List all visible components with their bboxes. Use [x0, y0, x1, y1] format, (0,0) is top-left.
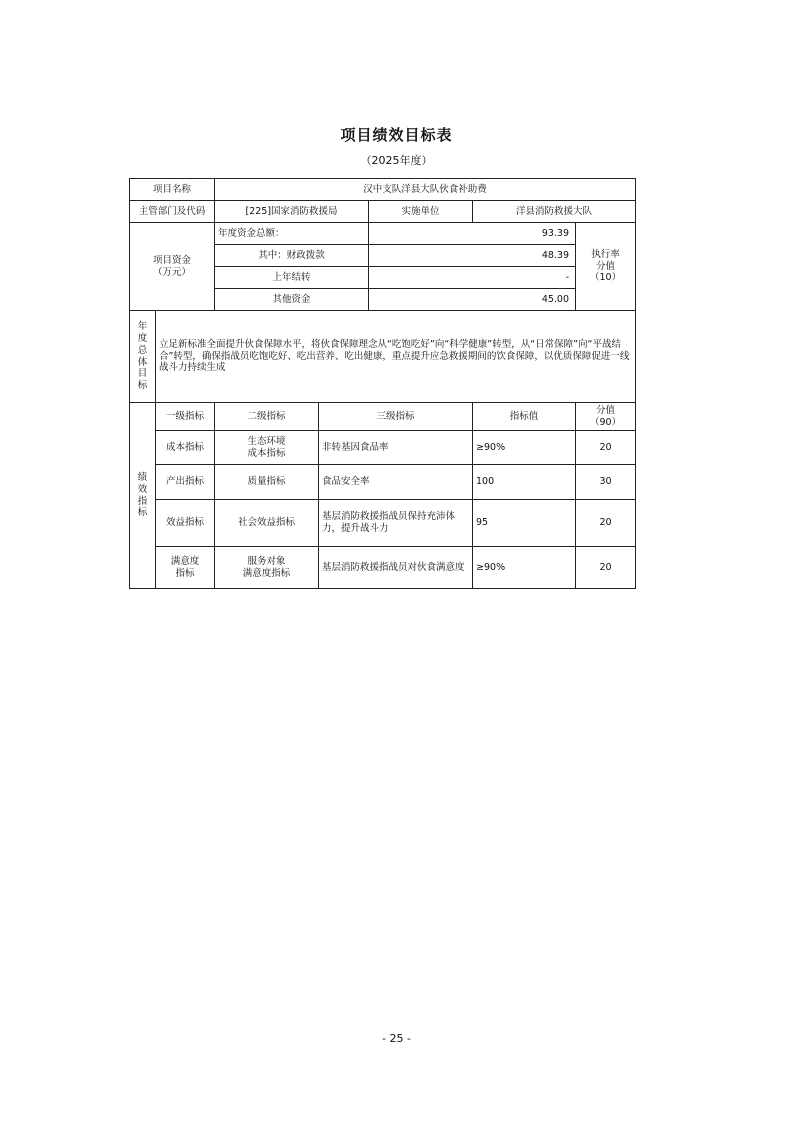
- execution-rate-line1: 执行率: [591, 248, 620, 260]
- annual-goal-label: [130, 311, 156, 403]
- level2-line2: 成本指标: [247, 447, 286, 459]
- header-score-line2: （90）: [589, 416, 622, 428]
- funds-label-line1: 项目资金: [153, 254, 192, 266]
- indicator-value: 95: [473, 500, 576, 547]
- indicator-score: 20: [576, 431, 636, 465]
- performance-char: 标: [137, 507, 148, 519]
- funds-label-line2: （万元）: [153, 266, 192, 278]
- annual-goal-char: 年: [137, 320, 148, 332]
- header-score: [576, 403, 636, 431]
- indicator-value: ≥90%: [473, 547, 576, 589]
- row-department: [130, 201, 636, 223]
- execution-rate-line3: （10）: [589, 272, 622, 284]
- performance-char: 指: [137, 495, 148, 507]
- funds-other-label: 其他资金: [215, 289, 369, 311]
- department-label: 主管部门及代码: [130, 201, 215, 223]
- row-performance-header: [130, 403, 636, 431]
- page-number: - 25 -: [382, 1032, 411, 1045]
- level1-indicator: 效益指标: [156, 500, 215, 547]
- project-name-label: 项目名称: [130, 179, 215, 201]
- level1-line2: 指标: [175, 567, 195, 579]
- annual-goal-char: 标: [137, 380, 148, 392]
- table-row: [130, 431, 636, 465]
- level1-line1: 满意度: [170, 555, 200, 567]
- level2-line1: 服务对象: [247, 555, 286, 567]
- table-row: [130, 465, 636, 500]
- funds-fiscal-label: 其中：财政拨款: [215, 245, 369, 267]
- row-funds-total: [130, 223, 636, 245]
- funds-fiscal-value: 48.39: [369, 245, 576, 267]
- row-annual-goal: [130, 311, 636, 403]
- table-row: [130, 500, 636, 547]
- level3-indicator: 食品安全率: [319, 465, 473, 500]
- level1-indicator: 成本指标: [156, 431, 215, 465]
- level2-line2: 满意度指标: [242, 567, 291, 579]
- page-subtitle: （2025年度）: [360, 154, 433, 167]
- performance-indicators-label: [130, 403, 156, 589]
- level1-indicator: [156, 547, 215, 589]
- header-level3: 三级指标: [319, 403, 473, 431]
- performance-goal-table: [129, 178, 636, 589]
- level2-indicator: 质量指标: [215, 465, 319, 500]
- level2-indicator: 社会效益指标: [215, 500, 319, 547]
- indicator-score: 30: [576, 465, 636, 500]
- funds-total-label: 年度资金总额：: [215, 223, 369, 245]
- indicator-value: ≥90%: [473, 431, 576, 465]
- annual-goal-char: 度: [137, 332, 148, 344]
- department-value: [225]国家消防救援局: [215, 201, 369, 223]
- funds-carryover-value: -: [369, 267, 576, 289]
- row-project-name: [130, 179, 636, 201]
- funds-total-value: 93.39: [369, 223, 576, 245]
- implementing-unit-label: 实施单位: [369, 201, 473, 223]
- header-indicator-value: 指标值: [473, 403, 576, 431]
- annual-goal-text: 立足新标准全面提升伙食保障水平，将伙食保障理念从“吃饱吃好”向“科学健康”转型，从“日常保障”向“平战结合”转型，确保指战员吃饱吃好、吃出营养、吃出健康，重点提升应急救援期间的饮食保障，以优质保障促进一线战斗力持续生成: [156, 311, 636, 403]
- header-level1: 一级指标: [156, 403, 215, 431]
- project-name-value: 汉中支队洋县大队伙食补助费: [215, 179, 636, 201]
- annual-goal-char: 体: [137, 356, 148, 368]
- level2-line1: 生态环境: [247, 435, 286, 447]
- execution-rate-score: [576, 223, 636, 311]
- funds-carryover-label: 上年结转: [215, 267, 369, 289]
- level2-indicator: [215, 547, 319, 589]
- level3-indicator: 基层消防救援指战员对伙食满意度: [319, 547, 473, 589]
- indicator-score: 20: [576, 547, 636, 589]
- header-score-line1: 分值: [596, 404, 616, 416]
- header-level2: 二级指标: [215, 403, 319, 431]
- indicator-score: 20: [576, 500, 636, 547]
- execution-rate-line2: 分值: [596, 260, 616, 272]
- implementing-unit-value: 洋县消防救援大队: [473, 201, 636, 223]
- indicator-value: 100: [473, 465, 576, 500]
- performance-char: 绩: [137, 471, 148, 483]
- funds-label: [130, 223, 215, 311]
- performance-char: 效: [137, 483, 148, 495]
- annual-goal-char: 目: [137, 368, 148, 380]
- table-row: [130, 547, 636, 589]
- page-title: 项目绩效目标表: [340, 126, 453, 144]
- funds-other-value: 45.00: [369, 289, 576, 311]
- level3-indicator: 非转基因食品率: [319, 431, 473, 465]
- annual-goal-char: 总: [137, 344, 148, 356]
- level2-indicator: [215, 431, 319, 465]
- level1-indicator: 产出指标: [156, 465, 215, 500]
- level3-indicator: 基层消防救援指战员保持充沛体力，提升战斗力: [319, 500, 473, 547]
